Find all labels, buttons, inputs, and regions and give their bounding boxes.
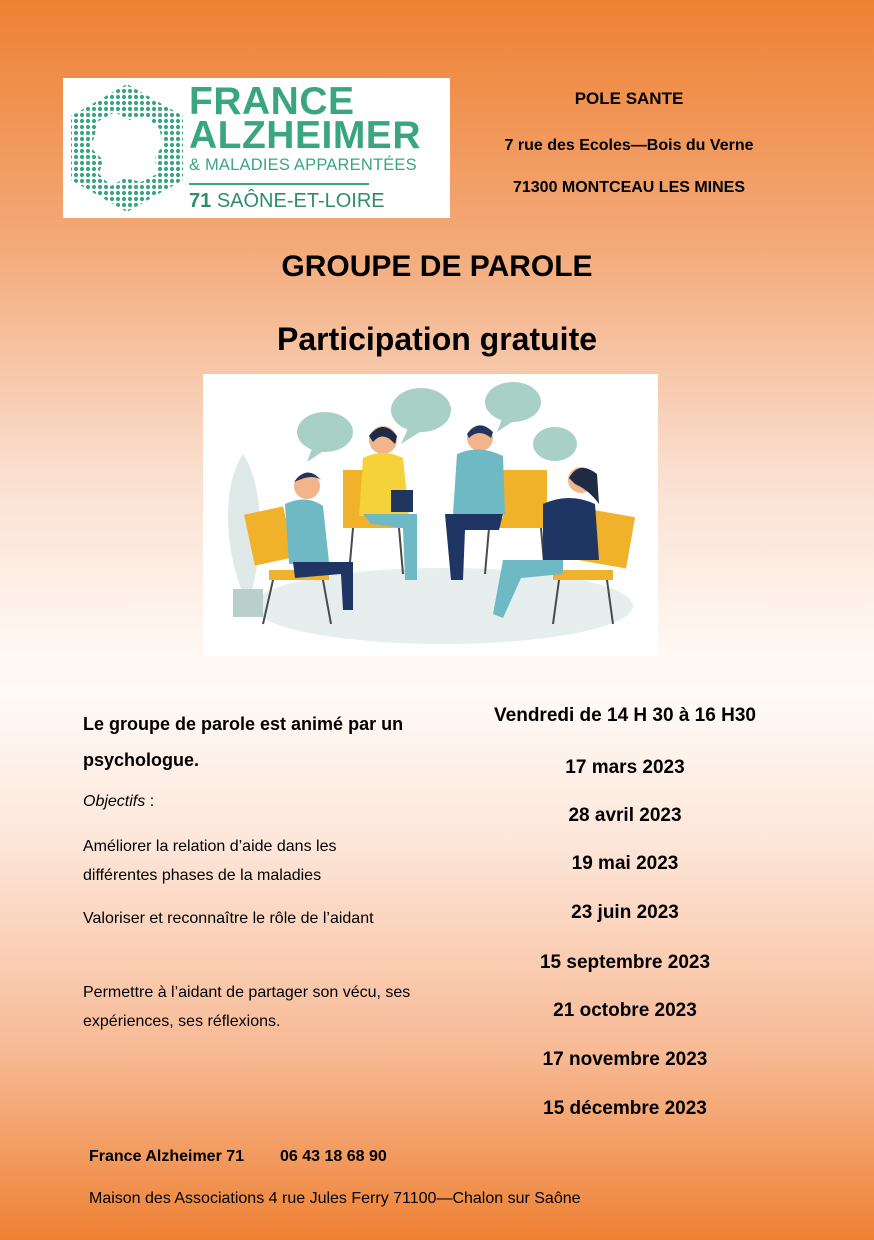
objective-item: Améliorer la relation d’aide dans les différentes phases de la maladies xyxy=(83,838,337,884)
session-date: 17 novembre 2023 xyxy=(542,1049,708,1070)
schedule-heading: Vendredi de 14 H 30 à 16 H30 xyxy=(494,705,756,726)
page-title: GROUPE DE PAROLE xyxy=(281,250,593,283)
logo-line-france: FRANCE xyxy=(189,80,355,123)
logo-divider xyxy=(189,183,369,185)
session-date: 15 septembre 2023 xyxy=(539,952,711,973)
session-date: 21 octobre 2023 xyxy=(553,1000,697,1021)
people-talking-icon xyxy=(203,374,658,656)
session-date: 19 mai 2023 xyxy=(571,853,679,874)
objectives-label: Objectifs : xyxy=(83,793,155,810)
session-date: 17 mars 2023 xyxy=(565,757,685,778)
objective-item: Valoriser et reconnaître le rôle de l’aidant xyxy=(83,910,374,927)
hexagon-map-icon xyxy=(67,82,187,214)
contact-phone: 06 43 18 68 90 xyxy=(280,1148,387,1165)
session-date: 15 décembre 2023 xyxy=(543,1098,707,1119)
france-alzheimer-logo xyxy=(63,78,450,218)
group-description: Le groupe de parole est animé par un psychologue. xyxy=(83,714,404,770)
session-date: 23 juin 2023 xyxy=(571,902,679,923)
venue-city: 71300 MONTCEAU LES MINES xyxy=(512,179,746,196)
contact-line xyxy=(89,1148,387,1166)
logo-line-alzheimer: ALZHEIMER xyxy=(189,114,421,157)
logo-line-maladies: & MALADIES APPARENTÉES xyxy=(189,156,417,174)
page-subtitle: Participation gratuite xyxy=(276,321,598,357)
contact-address: Maison des Associations 4 rue Jules Ferry 71100—Chalon sur Saône xyxy=(89,1190,581,1207)
venue-name: POLE SANTE xyxy=(574,89,684,108)
discussion-group-illustration xyxy=(203,374,658,656)
venue-street: 7 rue des Ecoles—Bois du Verne xyxy=(504,137,754,154)
session-date: 28 avril 2023 xyxy=(568,805,682,826)
contact-org: France Alzheimer 71 xyxy=(89,1148,245,1165)
logo-department: 71 SAÔNE-ET-LOIRE xyxy=(189,190,385,212)
objective-item: Permettre à l’aidant de partager son vécu, ses expériences, ses réflexions. xyxy=(83,984,411,1030)
